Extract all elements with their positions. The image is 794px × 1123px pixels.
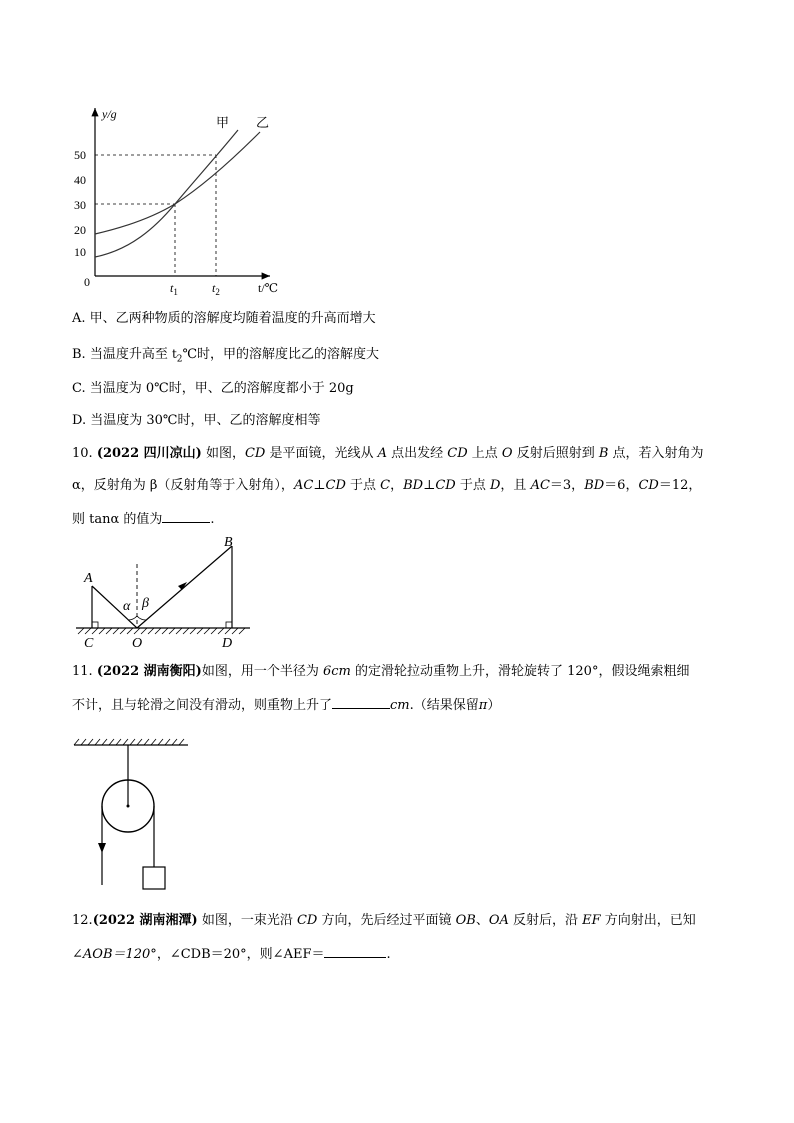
label-alpha: α xyxy=(123,599,131,614)
option-a: A. 甲、乙两种物质的溶解度均随着温度的升高而增大 xyxy=(72,311,376,326)
option-d: D. 当温度为 30℃时，甲、乙的溶解度相等 xyxy=(72,413,321,428)
q12-number: 12. xyxy=(72,913,93,928)
option-b-t: $t_2$ xyxy=(171,347,183,365)
mirror-hatching xyxy=(78,628,245,634)
q10-line2: α，反射角为 β（反射角等于入射角），AC⊥CD 于点 C，BD⊥CD 于点 D，且 AC＝3，BD＝6，CD＝12， xyxy=(72,478,702,493)
q12-source: (2022 湖南湘潭) xyxy=(92,913,198,928)
ray-ob xyxy=(137,546,232,628)
curve-yi xyxy=(95,132,260,234)
option-b-post: ℃时，甲的溶解度比乙的溶解度大 xyxy=(182,347,380,362)
q10-answer-blank[interactable] xyxy=(162,510,210,523)
label-beta: β xyxy=(142,596,149,611)
label-o: O xyxy=(132,636,143,650)
angle-arc-beta xyxy=(137,616,146,620)
q12-line2: ∠AOB＝120°，∠CDB＝20°，则∠AEF＝ . xyxy=(72,947,391,962)
solubility-graph xyxy=(70,100,290,300)
y-tick-10: 10 xyxy=(74,245,86,259)
q11-number: 11. xyxy=(72,664,93,679)
x-tick-t1: $t_1$ xyxy=(170,281,178,297)
q10-source: (2022 四川凉山) xyxy=(96,446,202,461)
y-tick-30: 30 xyxy=(74,198,86,212)
rope-arrow xyxy=(98,843,106,853)
y-tick-40: 40 xyxy=(74,173,86,187)
q11-line2: 不计，且与轮滑之间没有滑动，则重物上升了 cm.（结果保留π） xyxy=(72,698,501,713)
label-d: D xyxy=(222,636,233,650)
x-tick-t2: $t_2$ xyxy=(212,281,220,297)
x-axis-label: t/℃ xyxy=(258,281,279,295)
q11-source: (2022 湖南衡阳) xyxy=(96,664,202,679)
angle-arc-alpha xyxy=(128,616,137,620)
label-b: B xyxy=(224,535,233,550)
curve-yi-label: 乙 xyxy=(256,115,270,130)
q10-line1: 10. (2022 四川凉山) 如图，CD 是平面镜，光线从 A 点出发经 CD 上点 O 反射后照射到 B 点，若入射角为 xyxy=(72,446,704,461)
q11-answer-blank[interactable] xyxy=(332,696,390,709)
q12-answer-blank[interactable] xyxy=(324,945,386,958)
label-c: C xyxy=(84,636,94,650)
y-tick-20: 20 xyxy=(74,223,86,237)
q10-line3: 则 tanα 的值为 . xyxy=(72,512,215,527)
ceiling-hatching xyxy=(74,739,184,745)
q10-number: 10. xyxy=(72,446,97,461)
y-axis-label: y/g xyxy=(102,107,117,121)
q11-line1: 11. (2022 湖南衡阳)如图，用一个半径为 6cm 的定滑轮拉动重物上升，滑轮旋转了 120°，假设绳索粗细 xyxy=(72,664,690,679)
option-b xyxy=(72,346,379,367)
y-tick-0: 0 xyxy=(84,275,90,289)
option-b-pre: B. 当温度升高至 xyxy=(72,347,172,362)
q12-line1: 12.(2022 湖南湘潭) 如图，一束光沿 CD 方向，先后经过平面镜 OB、OA 反射后，沿 EF 方向射出，已知 xyxy=(72,913,696,928)
pulley-axle xyxy=(127,805,130,808)
weight-box xyxy=(143,867,165,889)
right-angle-c xyxy=(92,622,98,628)
q11-pulley-figure xyxy=(70,735,200,900)
right-angle-d xyxy=(226,622,232,628)
curve-jia xyxy=(95,130,238,257)
q10-mirror-figure xyxy=(70,530,260,650)
option-c: C. 当温度为 0℃时，甲、乙的溶解度都小于 20g xyxy=(72,381,354,396)
curve-jia-label: 甲 xyxy=(216,115,230,130)
y-tick-50: 50 xyxy=(74,148,86,162)
label-a: A xyxy=(84,571,93,586)
